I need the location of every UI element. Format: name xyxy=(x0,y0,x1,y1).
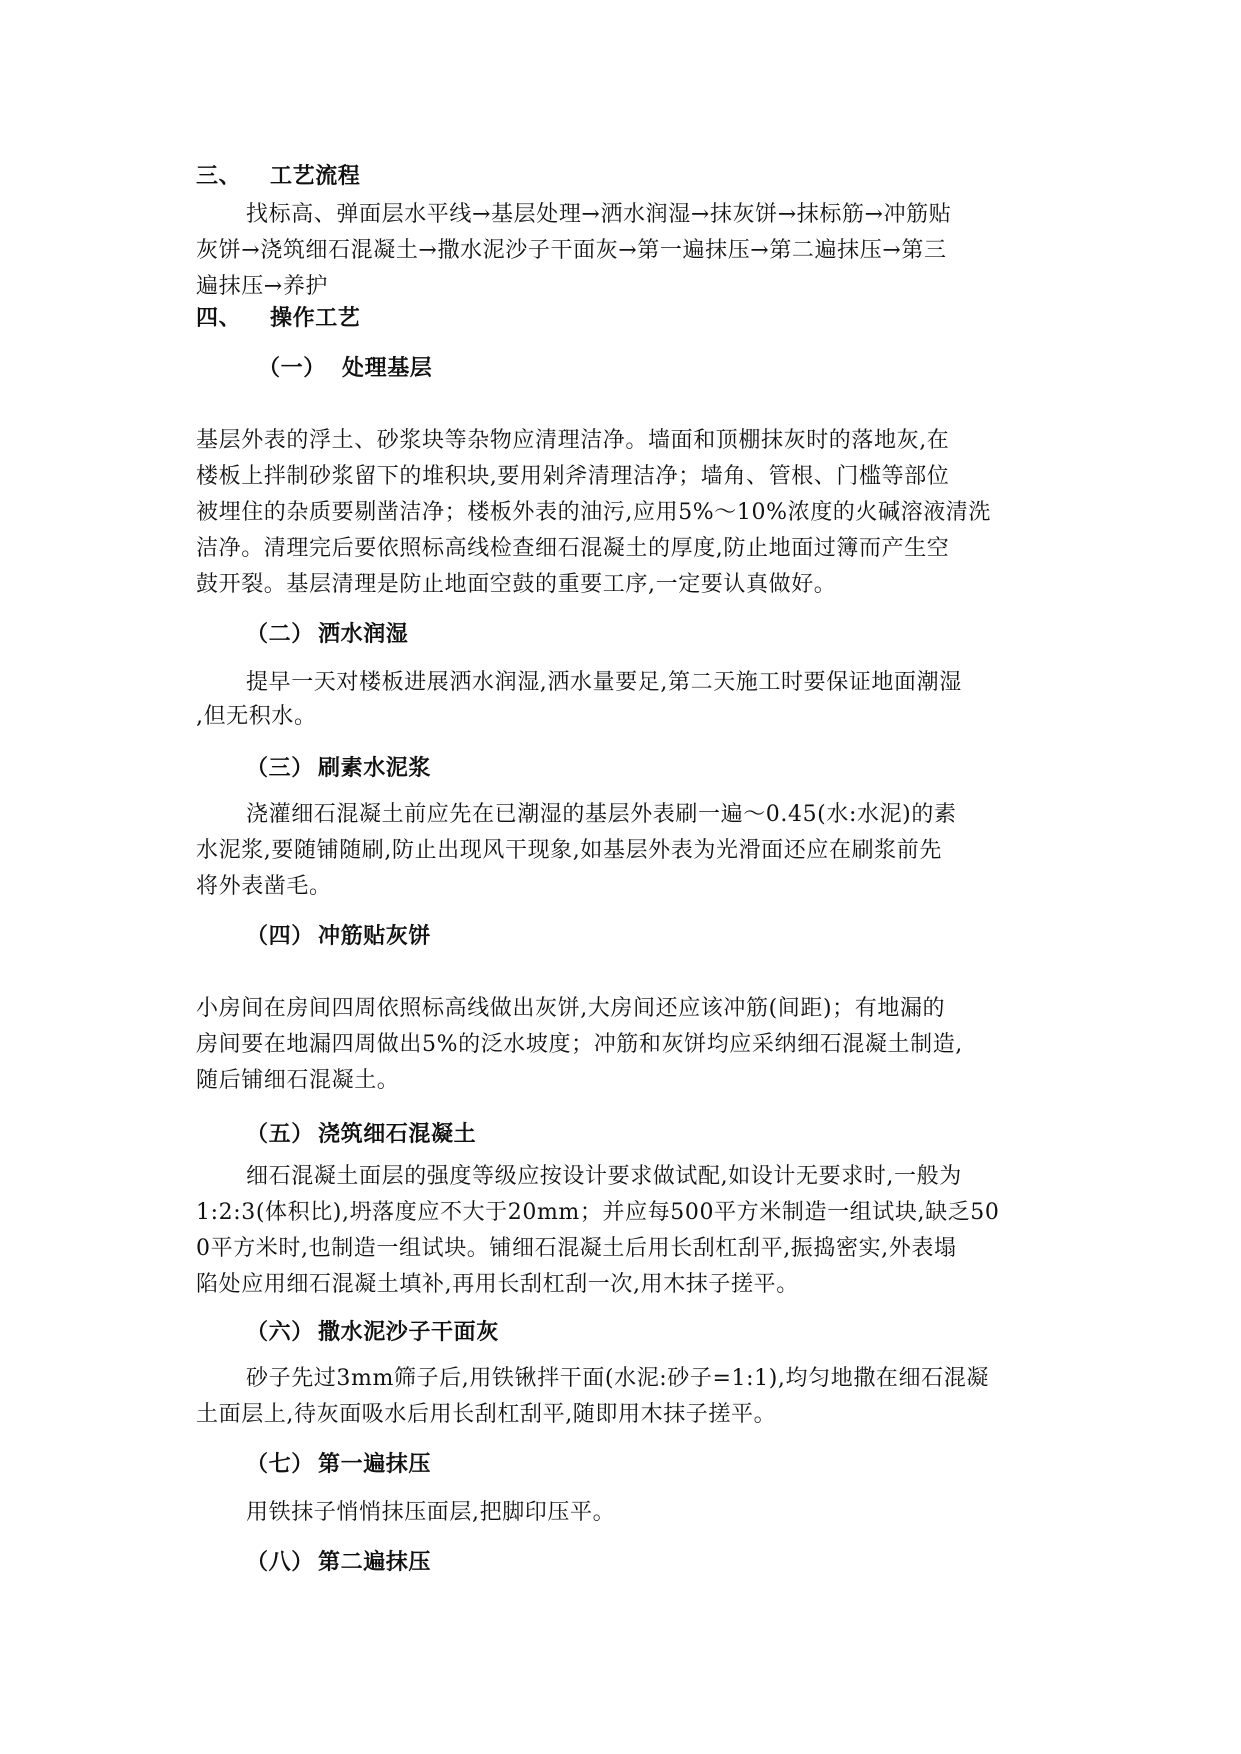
subsection-heading-2 xyxy=(246,620,408,650)
subsection-number: （七） xyxy=(246,1452,314,1477)
paragraph-line: 遍抹压→养护 xyxy=(196,274,329,299)
subsection-title: 第二遍抹压 xyxy=(318,1550,432,1575)
subsection-title: 第一遍抹压 xyxy=(318,1452,432,1477)
paragraph-line: 房间要在地漏四周做出5%的泛水坡度；冲筋和灰饼均应采纳细石混凝土制造, xyxy=(196,1032,963,1057)
section-number: 四、 xyxy=(196,306,242,331)
paragraph-line: 随后铺细石混凝土。 xyxy=(196,1068,400,1093)
paragraph-line: 洁净。清理完后要依照标高线检查细石混凝土的厚度,防止地面过簿而产生空 xyxy=(196,536,950,561)
paragraph-line: 将外表凿毛。 xyxy=(196,874,332,899)
paragraph-line: 陷处应用细石混凝土填补,再用长刮杠刮一次,用木抹子搓平。 xyxy=(196,1272,799,1297)
subsection-number: （八） xyxy=(246,1550,314,1575)
subsection-title: 处理基层 xyxy=(342,356,433,381)
paragraph-line: 浇灌细石混凝土前应先在已潮湿的基层外表刷一遍～0.45(水:水泥)的素 xyxy=(246,802,957,827)
section-title: 操作工艺 xyxy=(270,306,361,331)
subsection-number: （六） xyxy=(246,1320,314,1345)
paragraph-line: 0平方米时,也制造一组试块。铺细石混凝土后用长刮杠刮平,振捣密实,外表塌 xyxy=(196,1236,957,1261)
subsection-heading-5 xyxy=(246,1120,476,1150)
subsection-heading-6 xyxy=(246,1318,499,1348)
paragraph-line: 细石混凝土面层的强度等级应按设计要求做试配,如设计无要求时,一般为 xyxy=(246,1164,962,1189)
paragraph-line: 鼓开裂。基层清理是防止地面空鼓的重要工序,一定要认真做好。 xyxy=(196,572,837,597)
paragraph-line: 用铁抹子悄悄抹压面层,把脚印压平。 xyxy=(246,1500,616,1525)
subsection-heading-8 xyxy=(246,1548,431,1578)
paragraph-line: 砂子先过3mm筛子后,用铁锹拌干面(水泥:砂子=1:1),均匀地撒在细石混凝 xyxy=(246,1366,989,1391)
subsection-number: （一） xyxy=(258,356,326,381)
paragraph-line: 1:2:3(体积比),坍落度应不大于20mm；并应每500平方米制造一组试块,缺乏50 xyxy=(196,1200,1000,1225)
subsection-number: （五） xyxy=(246,1122,314,1147)
subsection-title: 浇筑细石混凝土 xyxy=(318,1122,477,1147)
paragraph-line: 灰饼→浇筑细石混凝土→撒水泥沙子干面灰→第一遍抹压→第二遍抹压→第三 xyxy=(196,238,947,263)
paragraph-line: 被埋住的杂质要剔凿洁净；楼板外表的油污,应用5%～10%浓度的火碱溶液清洗 xyxy=(196,500,991,525)
paragraph-line: 土面层上,待灰面吸水后用长刮杠刮平,随即用木抹子搓平。 xyxy=(196,1402,777,1427)
section-title: 工艺流程 xyxy=(270,164,361,189)
subsection-title: 撒水泥沙子干面灰 xyxy=(318,1320,499,1345)
subsection-title: 冲筋贴灰饼 xyxy=(318,924,432,949)
section-heading-4 xyxy=(196,304,360,334)
paragraph-line: 提早一天对楼板进展洒水润湿,洒水量要足,第二天施工时要保证地面潮湿 xyxy=(246,670,962,695)
subsection-number: （三） xyxy=(246,756,314,781)
paragraph-line: 水泥浆,要随铺随刷,防止出现风干现象,如基层外表为光滑面还应在刷浆前先 xyxy=(196,838,942,863)
subsection-title: 刷素水泥浆 xyxy=(318,756,432,781)
paragraph-line: 基层外表的浮土、砂浆块等杂物应清理洁净。墙面和顶棚抹灰时的落地灰,在 xyxy=(196,428,950,453)
section-heading-3 xyxy=(196,162,360,192)
paragraph-line: 楼板上拌制砂浆留下的堆积块,要用剁斧清理洁净；墙角、管根、门槛等部位 xyxy=(196,464,950,489)
subsection-heading-1 xyxy=(258,354,432,384)
section-number: 三、 xyxy=(196,164,242,189)
paragraph-line: 找标高、弹面层水平线→基层处理→洒水润湿→抹灰饼→抹标筋→冲筋贴 xyxy=(246,202,952,227)
paragraph-line: 小房间在房间四周依照标高线做出灰饼,大房间还应该冲筋(间距)；有地漏的 xyxy=(196,996,946,1021)
paragraph-line: ,但无积水。 xyxy=(196,704,317,729)
subsection-title: 洒水润湿 xyxy=(318,622,409,647)
subsection-heading-7 xyxy=(246,1450,431,1480)
subsection-number: （四） xyxy=(246,924,314,949)
subsection-number: （二） xyxy=(246,622,314,647)
subsection-heading-4 xyxy=(246,922,431,952)
subsection-heading-3 xyxy=(246,754,431,784)
